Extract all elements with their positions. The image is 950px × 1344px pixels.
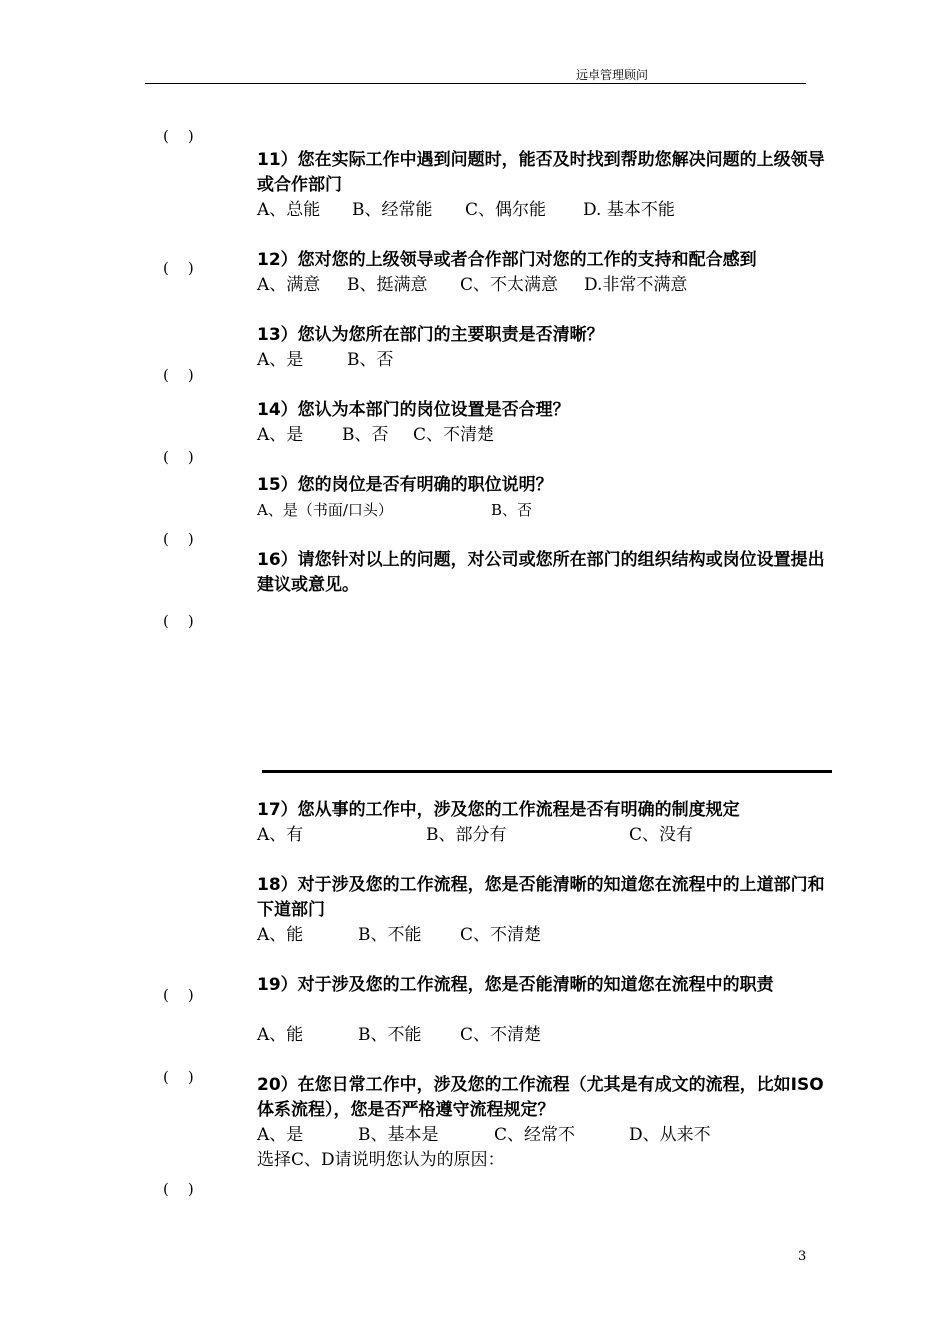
option[interactable]: B、部分有 <box>426 825 507 845</box>
option[interactable]: C、经常不 <box>494 1125 576 1145</box>
answer-bracket[interactable]: ( ) <box>163 366 194 384</box>
question-11: 11）您在实际工作中遇到问题时，能否及时找到帮助您解决问题的上级领导或合作部门 <box>257 150 825 195</box>
question-16: 16）请您针对以上的问题，对公司或您所在部门的组织结构或岗位设置提出建议或意见。 <box>257 550 825 595</box>
header-rule <box>145 83 806 84</box>
option[interactable]: A、是 <box>257 425 304 445</box>
option[interactable]: C、不太满意 <box>460 275 559 295</box>
option[interactable]: D.非常不满意 <box>584 275 688 295</box>
option[interactable]: B、不能 <box>358 1025 422 1045</box>
option[interactable]: B、否 <box>347 350 394 370</box>
option[interactable]: B、经常能 <box>352 200 433 220</box>
question-15: 15）您的岗位是否有明确的职位说明？ <box>257 475 553 495</box>
option[interactable]: B、基本是 <box>358 1125 439 1145</box>
option[interactable]: C、不清楚 <box>413 425 495 445</box>
question-18: 18）对于涉及您的工作流程，您是否能清晰的知道您在流程中的上道部门和下道部门 <box>257 875 825 920</box>
option[interactable]: A、总能 <box>257 200 321 220</box>
answer-bracket[interactable]: ( ) <box>163 259 194 277</box>
answer-bracket[interactable]: ( ) <box>163 1068 194 1086</box>
question-20: 20）在您日常工作中，涉及您的工作流程（尤其是有成文的流程，比如ISO体系流程），您是否严格遵守流程规定？ <box>257 1075 824 1120</box>
option[interactable]: A、有 <box>257 825 304 845</box>
option[interactable]: A、能 <box>257 1025 304 1045</box>
section-divider <box>262 770 832 773</box>
option[interactable]: C、不清楚 <box>460 925 542 945</box>
option[interactable]: D、从来不 <box>629 1125 711 1145</box>
option[interactable]: C、不清楚 <box>460 1025 542 1045</box>
question-17: 17）您从事的工作中，涉及您的工作流程是否有明确的制度规定 <box>257 800 740 820</box>
question-13: 13）您认为您所在部门的主要职责是否清晰？ <box>257 325 604 345</box>
option[interactable]: A、满意 <box>257 275 321 295</box>
option[interactable]: B、不能 <box>358 925 422 945</box>
answer-bracket[interactable]: ( ) <box>163 448 194 466</box>
option[interactable]: B、挺满意 <box>347 275 428 295</box>
option[interactable]: C、没有 <box>629 825 694 845</box>
answer-bracket[interactable]: ( ) <box>163 530 194 548</box>
reason-prompt: 选择C、D请说明您认为的原因： <box>257 1150 505 1170</box>
answer-bracket[interactable]: ( ) <box>163 1180 194 1198</box>
question-12: 12）您对您的上级领导或者合作部门对您的工作的支持和配合感到 <box>257 250 757 270</box>
page-number: 3 <box>798 1249 807 1264</box>
answer-bracket[interactable]: ( ) <box>163 986 194 1004</box>
option[interactable]: A、是 <box>257 350 304 370</box>
option[interactable]: B、否 <box>342 425 389 445</box>
option[interactable]: C、偶尔能 <box>465 200 547 220</box>
option[interactable]: A、能 <box>257 925 304 945</box>
answer-bracket[interactable]: ( ) <box>163 612 194 630</box>
option[interactable]: A、是（书面/口头） <box>257 501 393 519</box>
header-title: 远卓管理顾问 <box>576 68 649 82</box>
option[interactable]: D. 基本不能 <box>583 200 675 220</box>
question-19: 19）对于涉及您的工作流程，您是否能清晰的知道您在流程中的职责 <box>257 975 774 995</box>
answer-bracket[interactable]: ( ) <box>163 127 194 145</box>
option[interactable]: B、否 <box>491 501 533 519</box>
option[interactable]: A、是 <box>257 1125 304 1145</box>
question-14: 14）您认为本部门的岗位设置是否合理？ <box>257 400 570 420</box>
